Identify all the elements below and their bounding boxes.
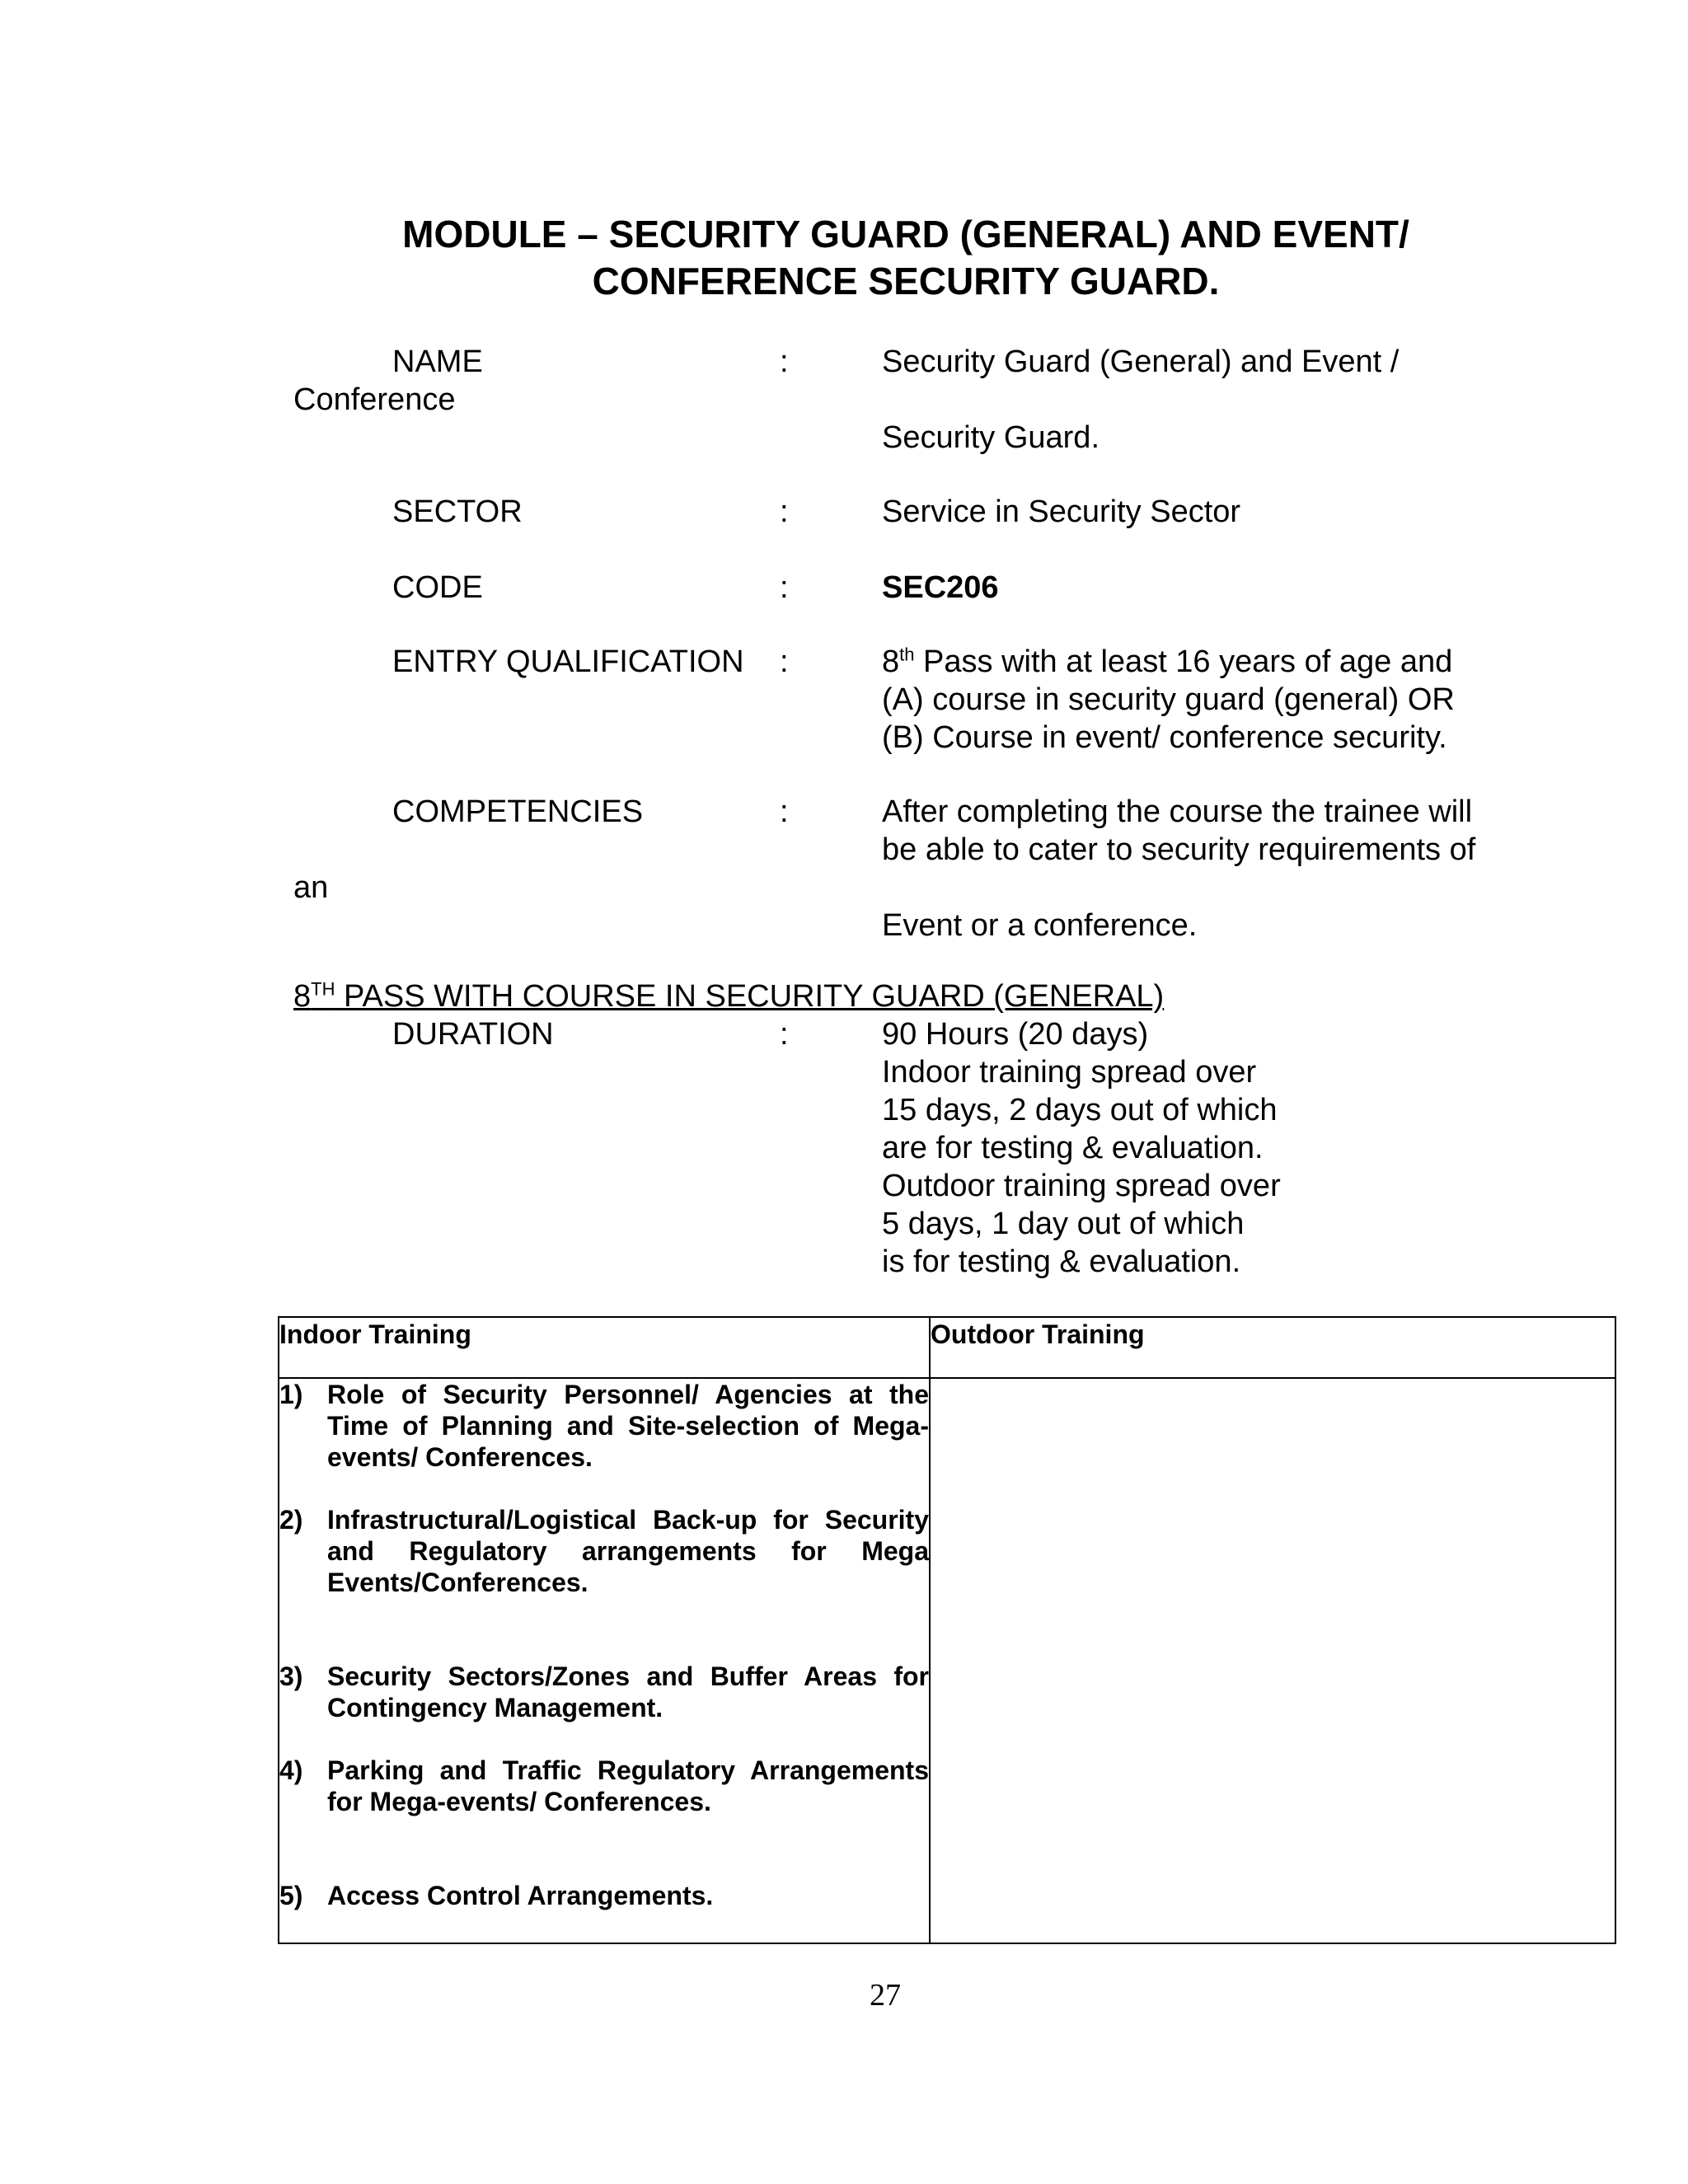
list-item: 5) Access Control Arrangements. — [279, 1881, 714, 1910]
name-value-line-1: Security Guard (General) and Event / — [882, 344, 1400, 379]
module-title-line-1: MODULE – SECURITY GUARD (GENERAL) AND EVENT/ — [402, 213, 1409, 255]
competencies-line-1: After completing the course the trainee will — [882, 794, 1473, 829]
name-label: NAME — [392, 344, 483, 379]
entry-qualification-label: ENTRY QUALIFICATION — [392, 644, 744, 679]
list-item: 4) Parking and Traffic Regulatory Arrangements for Mega-events/ Conferences. — [279, 1755, 929, 1816]
entry-qualification-line-1: 8th Pass with at least 16 years of age and — [882, 644, 1453, 679]
sector-label: SECTOR — [392, 494, 523, 529]
section-heading: 8TH PASS WITH COURSE IN SECURITY GUARD (GENERAL) — [293, 978, 1165, 1014]
table-header-row — [279, 1317, 1615, 1378]
sector-colon: : — [780, 494, 789, 529]
competencies-wrap: an — [293, 870, 329, 905]
competencies-line-3: Event or a conference. — [882, 908, 1198, 943]
sector-value: Service in Security Sector — [882, 494, 1241, 529]
duration-line-1: 90 Hours (20 days) — [882, 1017, 1149, 1052]
code-value: SEC206 — [882, 570, 999, 605]
duration-line-2: Indoor training spread over — [882, 1055, 1257, 1090]
entry-qualification-line-3: (B) Course in event/ conference security. — [882, 720, 1447, 755]
list-item: 2) Infrastructural/Logistical Back-up for Security and Regulatory arrangements for Mega Events/Conferences. — [279, 1505, 929, 1597]
indoor-training-cell — [279, 1378, 930, 1943]
code-colon: : — [780, 570, 789, 605]
duration-line-7: is for testing & evaluation. — [882, 1244, 1241, 1279]
list-item: 1) Role of Security Personnel/ Agencies at the Time of Planning and Site-selection of Mega- events/ Conferences. — [279, 1380, 929, 1472]
entry-qualification-line-2: (A) course in security guard (general) OR — [882, 682, 1455, 717]
entry-qualification-colon: : — [780, 644, 789, 679]
duration-line-3: 15 days, 2 days out of which — [882, 1093, 1278, 1127]
page-number: 27 — [870, 1978, 901, 2013]
name-value-wrap: Conference — [293, 382, 456, 417]
duration-colon: : — [780, 1017, 789, 1052]
module-title-line-2: CONFERENCE SECURITY GUARD. — [592, 260, 1220, 302]
training-table — [278, 1316, 1616, 1944]
outdoor-training-cell — [930, 1378, 1615, 1943]
duration-line-4: are for testing & evaluation. — [882, 1131, 1264, 1165]
duration-line-5: Outdoor training spread over — [882, 1169, 1281, 1203]
duration-label: DURATION — [392, 1017, 554, 1052]
table-body-row — [279, 1378, 1615, 1943]
outdoor-training-header: Outdoor Training — [930, 1317, 1615, 1378]
indoor-training-header: Indoor Training — [279, 1317, 930, 1378]
duration-line-6: 5 days, 1 day out of which — [882, 1207, 1245, 1241]
competencies-label: COMPETENCIES — [392, 794, 644, 829]
competencies-colon: : — [780, 794, 789, 829]
list-item: 3) Security Sectors/Zones and Buffer Areas for Contingency Management. — [279, 1661, 929, 1722]
competencies-line-2: be able to cater to security requirements of — [882, 832, 1476, 867]
name-value-line-2: Security Guard. — [882, 420, 1100, 455]
code-label: CODE — [392, 570, 483, 605]
name-colon: : — [780, 344, 789, 379]
